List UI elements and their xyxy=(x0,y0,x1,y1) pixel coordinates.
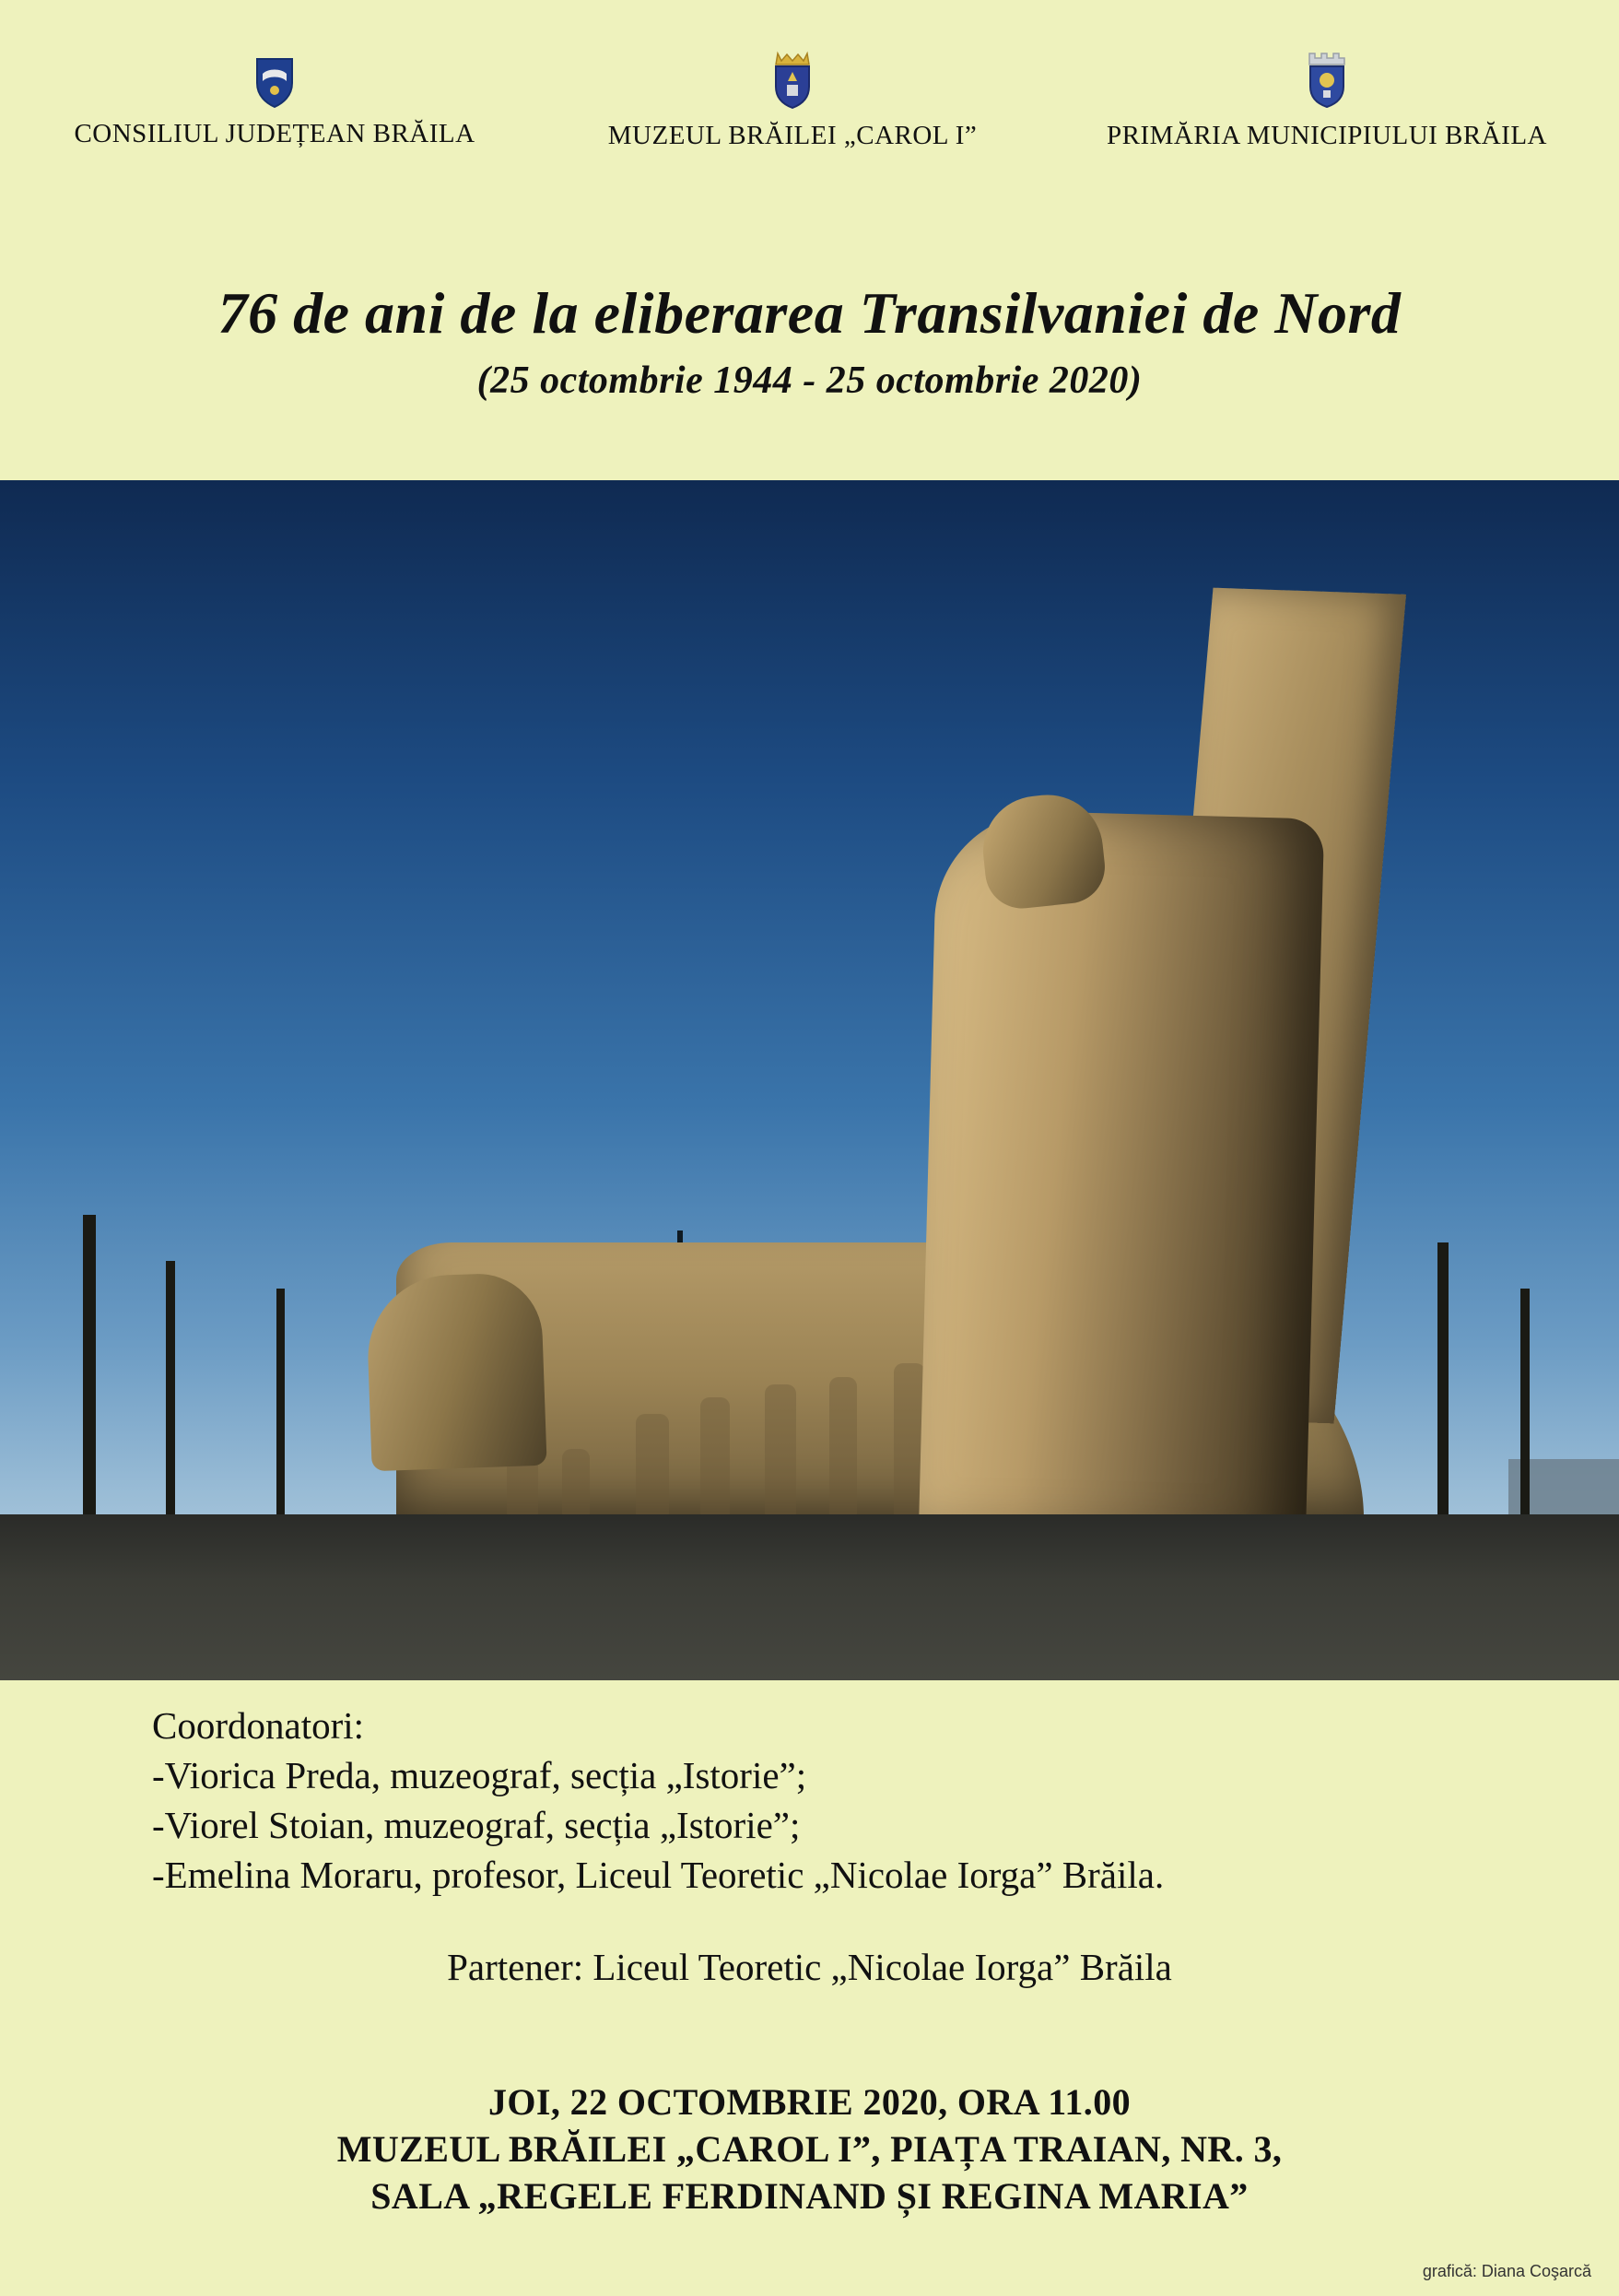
partner-line: Partener: Liceul Teoretic „Nicolae Iorga” Brăila xyxy=(447,1946,1172,1988)
coordinators-block xyxy=(152,1701,1534,1900)
soldier-statue xyxy=(919,809,1325,1548)
relief-figure xyxy=(636,1414,669,1515)
poster-header xyxy=(0,0,1619,198)
organization-label: PRIMĂRIA MUNICIPIULUI BRĂILA xyxy=(1106,121,1547,150)
relief-figure xyxy=(700,1397,730,1515)
organization-consiliul-judetean xyxy=(17,55,533,149)
organization-primaria-municipiului xyxy=(1050,50,1603,151)
page-title: 76 de ani de la eliberarea Transilvaniei de Nord xyxy=(217,280,1402,346)
heraldic-shield-mural-crown-icon xyxy=(1050,50,1603,115)
coordinator-item: -Emelina Moraru, profesor, Liceul Teoretic „Nicolae Iorga” Brăila. xyxy=(152,1854,1165,1897)
relief-figure xyxy=(765,1384,796,1515)
tree-silhouette xyxy=(166,1261,175,1519)
monument-photo xyxy=(0,480,1619,1680)
mourning-mother-statue xyxy=(365,1272,546,1472)
organization-label: MUZEUL BRĂILEI „CAROL I” xyxy=(607,121,978,150)
event-venue-address: MUZEUL BRĂILEI „CAROL I”, PIAȚA TRAIAN, NR. 3, xyxy=(336,2128,1283,2171)
graphic-credit: grafică: Diana Coşarcă xyxy=(1422,2262,1591,2280)
heraldic-shield-crown-icon xyxy=(544,50,1041,115)
organization-muzeul-brailei xyxy=(544,50,1041,151)
relief-figure xyxy=(562,1449,590,1515)
tree-silhouette xyxy=(1437,1242,1449,1519)
tree-silhouette xyxy=(276,1289,285,1519)
event-hall: SALA „REGELE FERDINAND ȘI REGINA MARIA” xyxy=(370,2175,1249,2218)
coordinators-heading: Coordonatori: xyxy=(152,1704,365,1747)
event-details xyxy=(0,2078,1619,2220)
tree-silhouette xyxy=(1520,1289,1530,1519)
page-subtitle: (25 octombrie 1944 - 25 octombrie 2020) xyxy=(476,359,1143,403)
organization-label: CONSILIUL JUDEȚEAN BRĂILA xyxy=(74,119,475,148)
heraldic-shield-blue-icon xyxy=(17,55,533,113)
relief-figure xyxy=(829,1377,857,1515)
coordinator-item: -Viorica Preda, muzeograf, secția „Istorie”; xyxy=(152,1754,807,1797)
tree-silhouette xyxy=(83,1215,96,1519)
ground-pavement xyxy=(0,1514,1619,1680)
title-block xyxy=(0,281,1619,403)
coordinator-item: -Viorel Stoian, muzeograf, secția „Istorie”; xyxy=(152,1804,801,1847)
event-datetime: JOI, 22 OCTOMBRIE 2020, ORA 11.00 xyxy=(488,2081,1131,2123)
